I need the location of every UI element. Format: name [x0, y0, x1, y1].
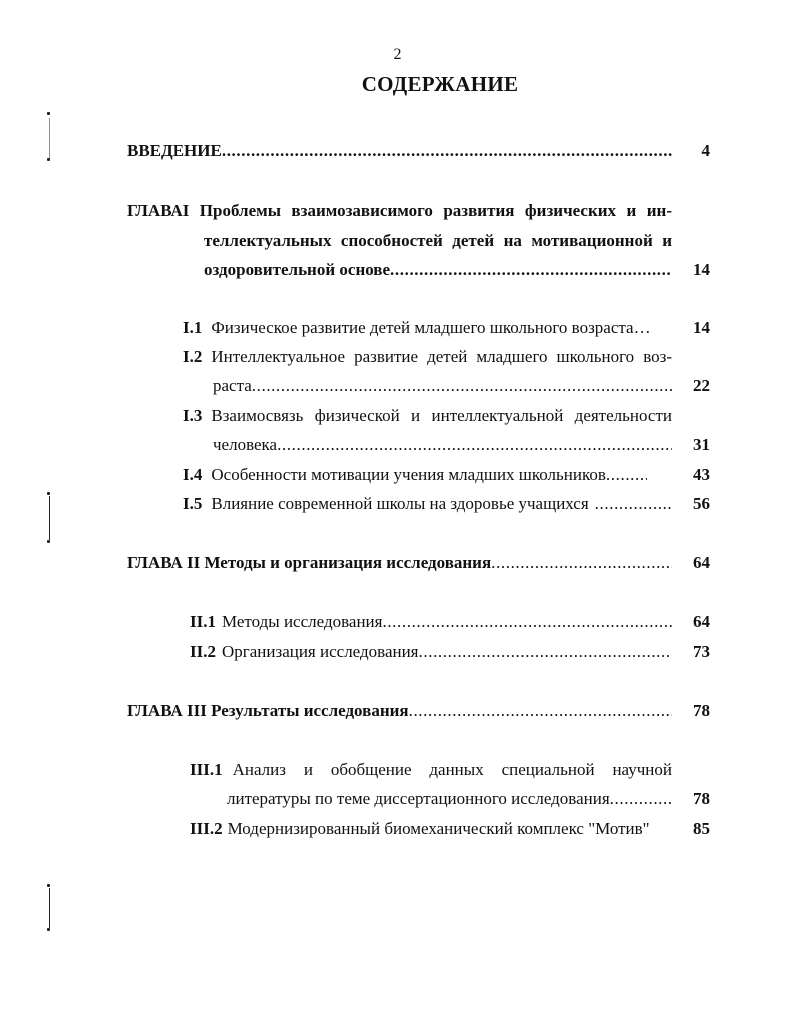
toc-item-title-cont: раста [213, 376, 252, 395]
toc-chapter3-page: 78 [693, 701, 710, 720]
toc-chapter1-page: 14 [693, 260, 710, 279]
toc-chapter2-label: ГЛАВА II Методы и организация исследования [127, 553, 492, 572]
toc-entry-1-3[interactable] [183, 406, 672, 426]
toc-entry-1-2-cont [213, 376, 672, 396]
toc-item-number: II.2 [190, 642, 216, 661]
toc-entry-3-1-cont [227, 789, 672, 809]
toc-entry-1-2[interactable] [183, 347, 672, 367]
toc-item-page: 43 [693, 465, 710, 484]
toc-intro-label: ВВЕДЕНИЕ [127, 141, 222, 160]
toc-item-number: I.3 [183, 406, 203, 425]
leader-dots [390, 260, 672, 280]
toc-intro-page: 4 [701, 141, 710, 160]
toc-entry-2-2[interactable] [190, 642, 672, 662]
toc-chapter1-line3 [204, 260, 672, 280]
toc-chapter1-line1[interactable]: ГЛАВАI Проблемы взаимозависимого развития физических и ин- [127, 201, 672, 220]
leader-dots [595, 494, 672, 514]
toc-item-title: Модернизированный биомеханический комплекс "Мотив" [227, 819, 650, 838]
toc-chapter1-line2: теллектуальных способностей детей на мотивационной и [204, 231, 672, 250]
toc-item-number: I.4 [183, 465, 203, 484]
toc-item-title: Взаимосвязь физической и интеллектуальной деятельности [211, 406, 672, 425]
toc-chapter3-label: ГЛАВА III Результаты исследования [127, 701, 409, 720]
toc-item-number: I.5 [183, 494, 203, 513]
page-title: СОДЕРЖАНИЕ [361, 72, 519, 96]
toc-item-number: II.1 [190, 612, 216, 631]
toc-item-title: Влияние современной школы на здоровье учащихся [211, 494, 589, 513]
leader-dots [409, 701, 672, 721]
toc-entry-3-2[interactable] [190, 819, 672, 839]
toc-entry-3-1[interactable] [190, 760, 672, 780]
toc-item-title-cont: литературы по теме диссертационного исследования [227, 789, 610, 808]
toc-item-page: 64 [693, 612, 710, 631]
toc-entry-chapter3[interactable] [127, 701, 672, 721]
toc-item-number: I.1 [183, 318, 203, 337]
toc-item-page: 56 [693, 494, 710, 513]
toc-entry-1-1[interactable] [183, 318, 672, 338]
leader-dots [382, 612, 672, 632]
toc-item-page: 31 [693, 435, 710, 454]
toc-item-title: Физическое развитие детей младшего школьного возраста… [211, 318, 651, 337]
toc-item-title: Организация исследования [221, 642, 419, 661]
leader-dots [222, 141, 672, 161]
toc-chapter1-line3-text: оздоровительной основе [204, 260, 391, 279]
toc-entry-1-4[interactable] [183, 465, 672, 485]
leader-dots [277, 435, 672, 455]
toc-item-page: 14 [693, 318, 710, 337]
toc-entry-chapter2[interactable] [127, 553, 672, 573]
leader-dots [610, 789, 672, 809]
toc-chapter2-page: 64 [693, 553, 710, 572]
toc-item-title: Интеллектуальное развитие детей младшего школьного воз- [211, 347, 672, 366]
toc-entry-intro[interactable] [127, 141, 672, 161]
toc-entry-2-1[interactable] [190, 612, 672, 632]
toc-item-title-cont: человека [213, 435, 278, 454]
toc-item-title: Методы исследования [221, 612, 383, 631]
leader-dots [419, 642, 672, 662]
toc-item-page: 73 [693, 642, 710, 661]
toc-item-page: 85 [693, 819, 710, 838]
leader-dots [252, 376, 672, 396]
toc-item-page: 78 [693, 789, 710, 808]
toc-entry-1-5[interactable] [183, 494, 672, 514]
toc-item-number: III.2 [190, 819, 223, 838]
toc-item-number: I.2 [183, 347, 203, 366]
toc-item-title: Особенности мотивации учения младших школьников [211, 465, 606, 484]
toc-item-title: Анализ и обобщение данных специальной научной [232, 760, 672, 779]
toc-item-number: III.1 [190, 760, 223, 779]
toc-entry-1-3-cont [213, 435, 672, 455]
leader-dots [606, 465, 647, 485]
leader-dots [491, 553, 672, 573]
toc-item-page: 22 [693, 376, 710, 395]
page-number: 2 [393, 46, 402, 63]
